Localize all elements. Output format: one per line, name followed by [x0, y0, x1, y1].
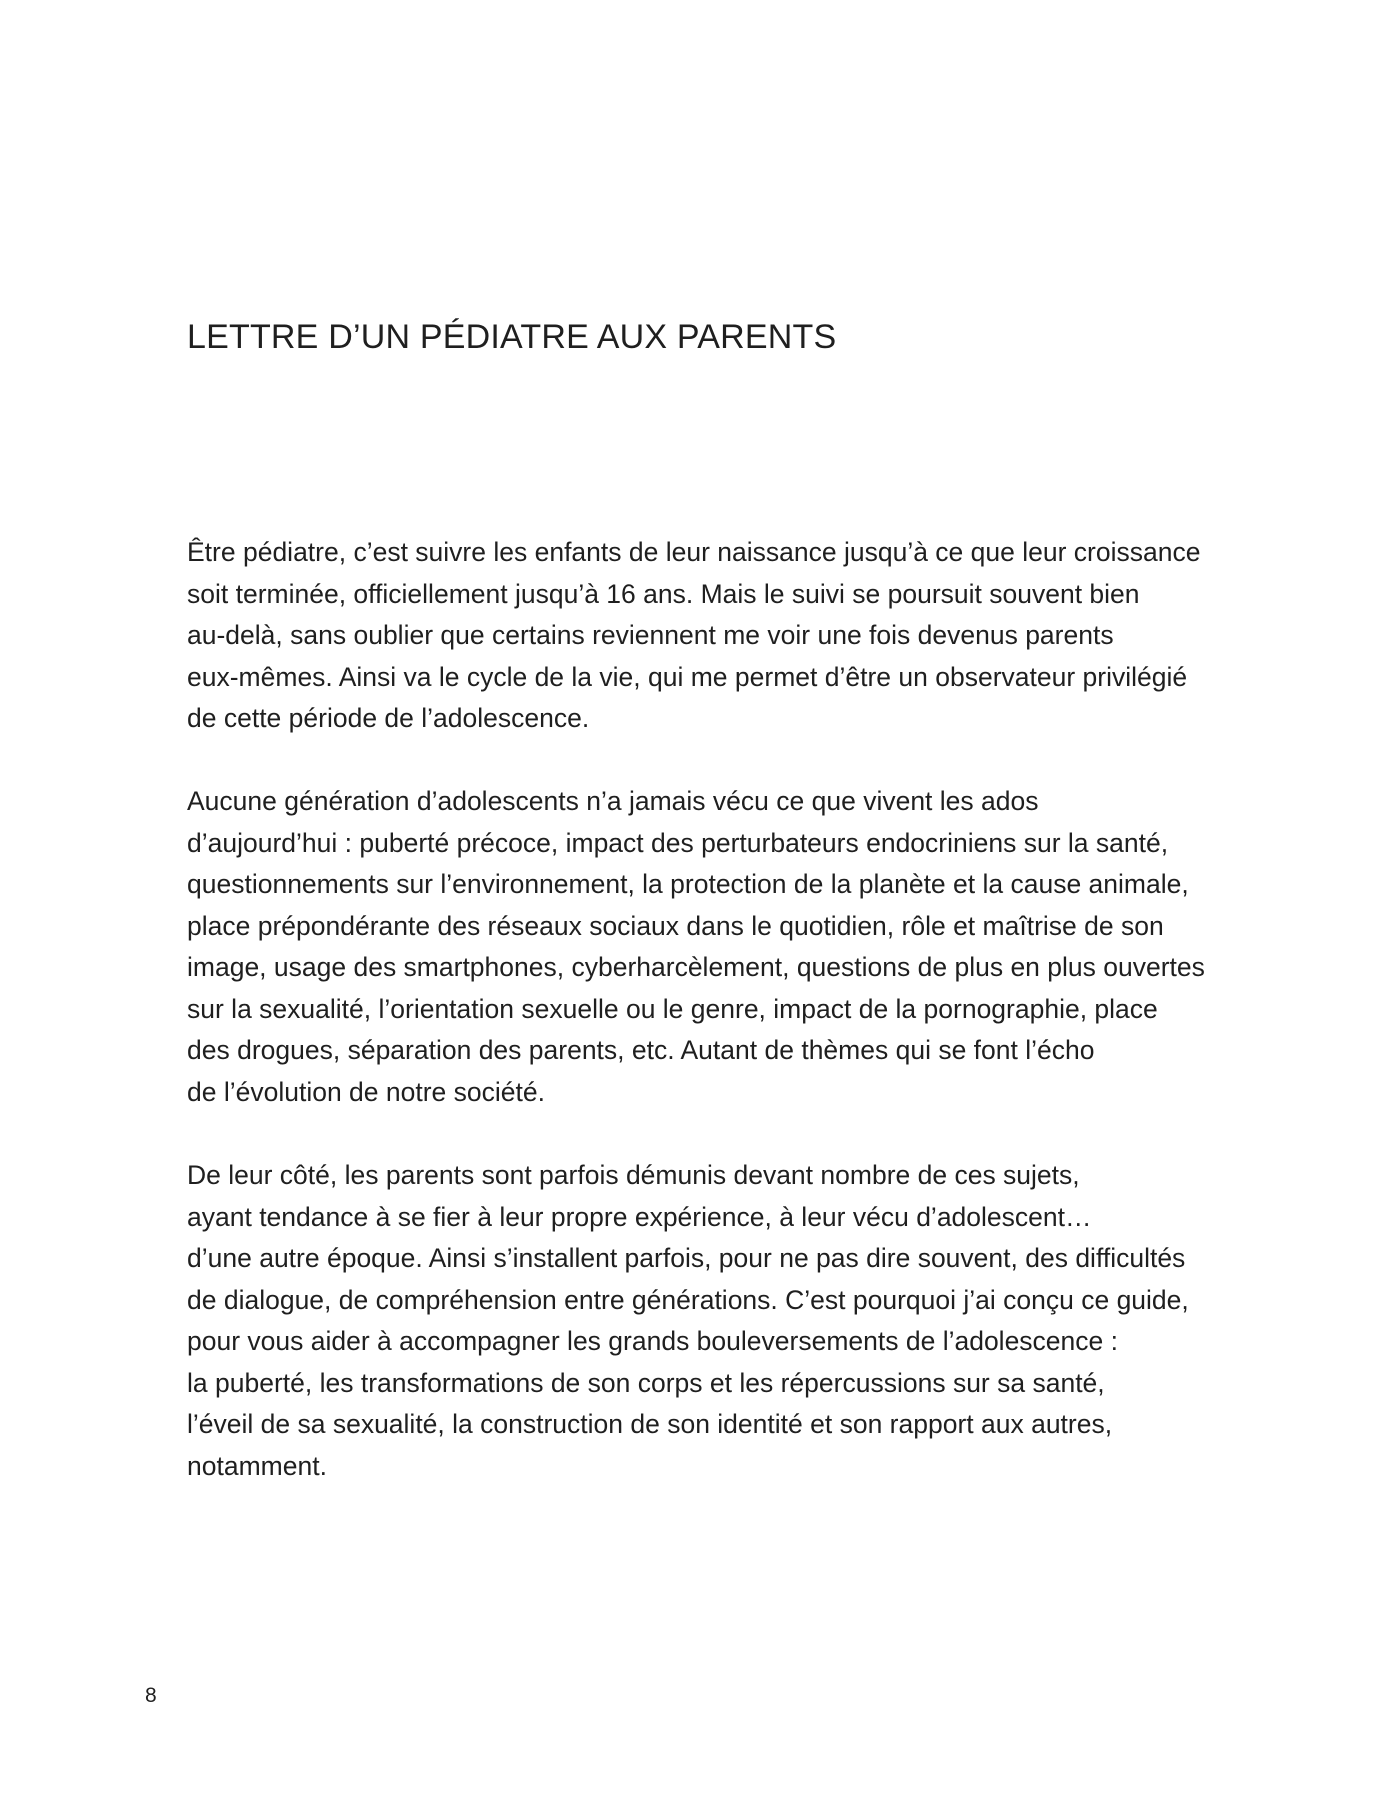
paragraph-line: la puberté, les transformations de son corps et les répercussions sur sa santé,: [187, 1367, 1105, 1398]
paragraph-line: notamment.: [187, 1450, 327, 1481]
paragraph-line: de dialogue, de compréhension entre générations. C’est pourquoi j’ai conçu ce guide,: [187, 1284, 1189, 1315]
paragraph-line: soit terminée, officiellement jusqu’à 16 ans. Mais le suivi se poursuit souvent bien: [187, 578, 1140, 609]
paragraph-line: de l’évolution de notre société.: [187, 1076, 545, 1107]
paragraph-line: place prépondérante des réseaux sociaux dans le quotidien, rôle et maîtrise de son: [187, 910, 1164, 941]
paragraph-line: image, usage des smartphones, cyberharcèlement, questions de plus en plus ouvertes: [187, 952, 1205, 982]
paragraph-line: d’aujourd’hui : puberté précoce, impact des perturbateurs endocriniens sur la santé,: [187, 827, 1169, 858]
paragraph-line: pour vous aider à accompagner les grands bouleversements de l’adolescence :: [187, 1326, 1118, 1356]
paragraph-line: des drogues, séparation des parents, etc. Autant de thèmes qui se font l’écho: [187, 1035, 1095, 1065]
paragraph-line: l’éveil de sa sexualité, la construction de son identité et son rapport aux autres,: [187, 1409, 1113, 1439]
page-title: LETTRE D’UN PÉDIATRE AUX PARENTS: [187, 318, 837, 356]
paragraph-2: [187, 781, 1267, 1113]
paragraph-line: Aucune génération d’adolescents n’a jamais vécu ce que vivent les ados: [187, 786, 1039, 816]
paragraph-line: De leur côté, les parents sont parfois démunis devant nombre de ces sujets,: [187, 1160, 1080, 1190]
paragraph-line: sur la sexualité, l’orientation sexuelle ou le genre, impact de la pornographie, place: [187, 993, 1158, 1024]
paragraph-line: ayant tendance à se fier à leur propre expérience, à leur vécu d’adolescent…: [187, 1201, 1092, 1232]
paragraph-line: de cette période de l’adolescence.: [187, 703, 590, 733]
page-number: 8: [145, 1684, 157, 1707]
paragraph-line: questionnements sur l’environnement, la protection de la planète et la cause animale,: [187, 869, 1189, 899]
paragraph-line: eux-mêmes. Ainsi va le cycle de la vie, qui me permet d’être un observateur privilégié: [187, 661, 1188, 692]
paragraph-line: Être pédiatre, c’est suivre les enfants de leur naissance jusqu’à ce que leur croissance: [187, 537, 1201, 567]
paragraph-3: [187, 1155, 1267, 1487]
paragraph-line: d’une autre époque. Ainsi s’installent parfois, pour ne pas dire souvent, des difficultés: [187, 1243, 1186, 1273]
paragraph-1: [187, 532, 1267, 740]
paragraph-line: au-delà, sans oublier que certains reviennent me voir une fois devenus parents: [187, 620, 1114, 650]
